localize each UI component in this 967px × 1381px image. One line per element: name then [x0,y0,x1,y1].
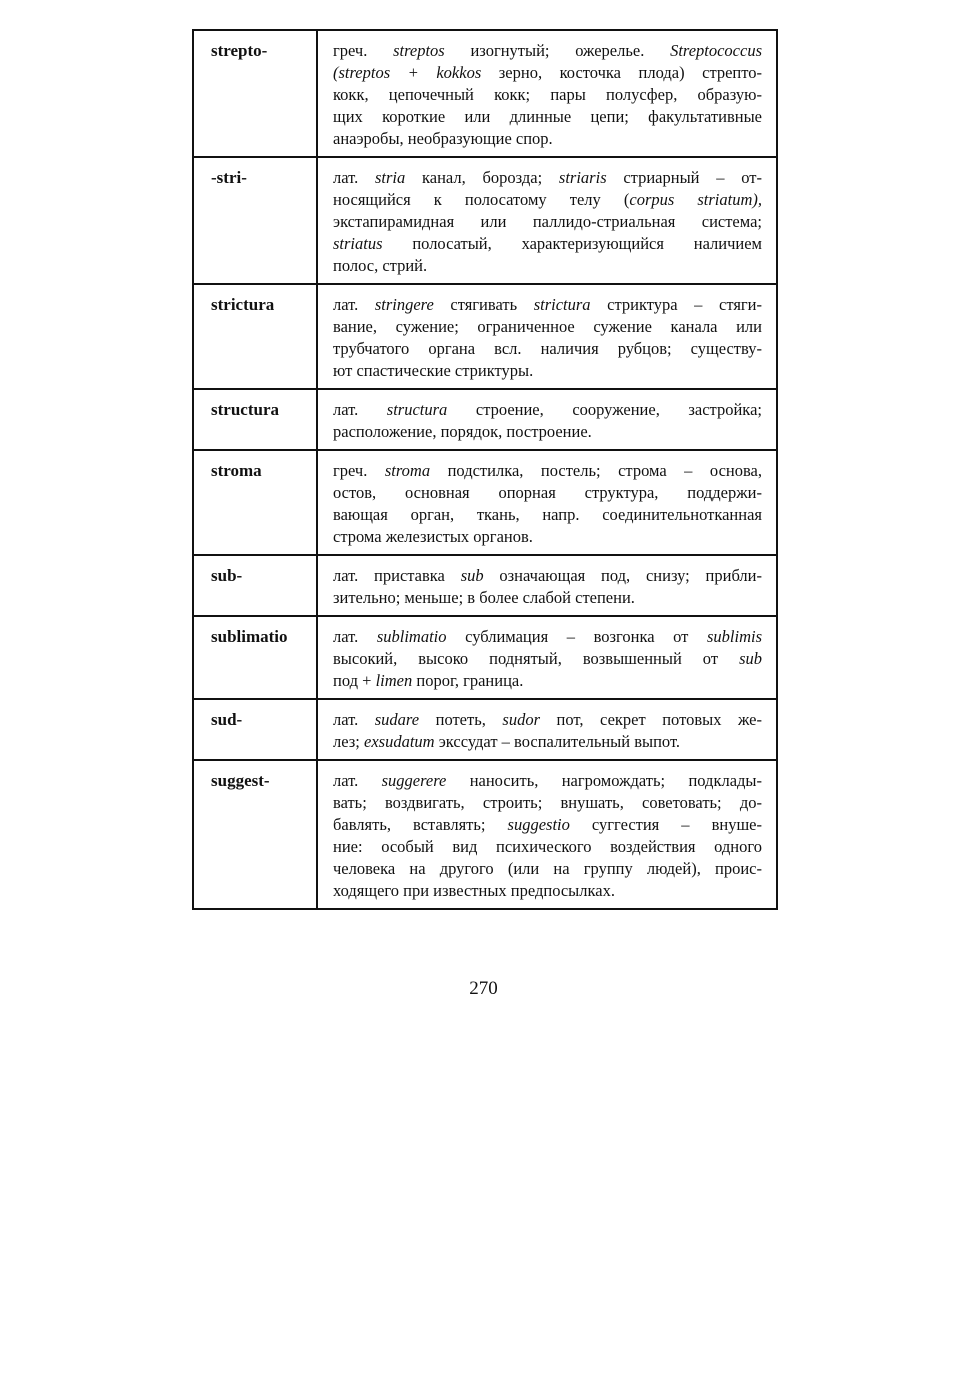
definition-text: лат. [333,295,375,314]
italic-term: striatus [333,234,383,253]
definition-cell [317,555,777,616]
definition-line [333,338,762,360]
italic-term: striaris [558,168,607,187]
definition-text: зерно, косточка плода) стрепто- [481,63,762,82]
definition-line [333,626,762,648]
definition-cell [317,30,777,157]
definition-text: порог, граница. [412,671,524,690]
definition-text: стриктура – стяги- [590,295,762,314]
definition-line [333,399,762,421]
definition-text: потеть, [419,710,503,729]
definition-cell [317,616,777,699]
definition-text: лат. [333,627,377,646]
italic-term: sub [460,566,484,585]
definition-text: носящийся к полосатому телу ( [333,190,630,209]
table-row [193,699,777,760]
definition-text: кокк, цепочечный кокк; пары полусфер, образую- [333,85,762,104]
definition-text: лат. [333,168,375,187]
table-row [193,616,777,699]
definition-line [333,360,762,382]
definition-text: человека на другого (или на группу людей), проис- [333,859,762,878]
table-row [193,555,777,616]
definition-text: ют спастические стриктуры. [333,361,534,380]
definition-cell [317,389,777,450]
definition-cell [317,699,777,760]
definition-text: лат. [333,771,382,790]
definition-line [333,255,762,277]
italic-term: sublimis [706,627,762,646]
table-row [193,284,777,389]
definition-text: остов, основная опорная структура, поддержи- [333,483,762,502]
table-row [193,760,777,909]
table-row [193,450,777,555]
definition-text: греч. [333,461,385,480]
definition-line [333,421,762,443]
italic-term: suggerere [381,771,447,790]
definition-line [333,709,762,731]
definition-line [333,880,762,902]
italic-term: sudare [374,710,420,729]
definition-text: лат. [333,400,387,419]
definition-line [333,106,762,128]
definition-line [333,40,762,62]
italic-term: streptos [393,41,445,60]
term-cell: structura [193,389,317,450]
definition-line [333,504,762,526]
definition-text: подстилка, постель; строма – основа, [430,461,762,480]
italic-term: structura [386,400,448,419]
definition-text: суггестия – внуше- [569,815,762,834]
definition-line [333,792,762,814]
definition-line [333,482,762,504]
definition-text: означающая под, снизу; прибли- [483,566,762,585]
term-cell: sud- [193,699,317,760]
definition-text: анаэробы, необразующие спор. [333,129,553,148]
italic-term: Streptococcus [670,41,763,60]
definition-text: пот, секрет потовых же- [540,710,762,729]
definition-cell [317,450,777,555]
italic-term: sudor [502,710,541,729]
definition-line [333,836,762,858]
page-number: 270 [469,978,498,999]
definition-text: лат. приставка [333,566,461,585]
definition-text: экстапирамидная или паллидо-стриальная система; [333,212,762,231]
definition-text: вание, сужение; ограниченное сужение канала или [333,317,762,336]
definition-text: под + [333,671,376,690]
definition-text: зительно; меньше; в более слабой степени. [333,588,635,607]
definition-line [333,587,762,609]
italic-term: exsudatum [364,732,435,751]
definition-line [333,814,762,836]
italic-term: strictura [533,295,591,314]
definition-text: бавлять, вставлять; [333,815,508,834]
definition-line [333,858,762,880]
italic-term: (streptos + kokkos [333,63,482,82]
definition-cell [317,284,777,389]
definition-text: щих короткие или длинные цепи; факультативные [333,107,762,126]
definition-text: вающая орган, ткань, напр. соединительнотканная [333,505,762,524]
term-cell: sublimatio [193,616,317,699]
table-row [193,389,777,450]
term-cell: strictura [193,284,317,389]
table-row [193,30,777,157]
term-cell: stroma [193,450,317,555]
definition-text: ходящего при известных предпосылках. [333,881,615,900]
definition-line [333,233,762,255]
glossary-table [192,29,778,910]
definition-line [333,731,762,753]
italic-term: stringere [374,295,434,314]
definition-text: сублимация – возгонка от [446,627,707,646]
definition-text: полосатый, характеризующийся наличием [382,234,762,253]
definition-line [333,770,762,792]
definition-text: лат. [333,710,375,729]
term-cell: -stri- [193,157,317,284]
definition-text: вать; воздвигать, строить; внушать, советовать; до- [333,793,762,812]
definition-text: стриарный – от- [606,168,762,187]
italic-term: stroma [384,461,431,480]
definition-line [333,670,762,692]
definition-text: высокий, высоко поднятый, возвышенный от [333,649,740,668]
definition-text: ние: особый вид психического воздействия одного [333,837,762,856]
definition-line [333,211,762,233]
definition-line [333,460,762,482]
term-cell: strepto- [193,30,317,157]
definition-text: греч. [333,41,394,60]
definition-text: лез; [333,732,364,751]
italic-term: stria [374,168,406,187]
definition-cell [317,760,777,909]
italic-term: limen [375,671,413,690]
glossary-body [193,30,777,909]
definition-text: расположение, порядок, построение. [333,422,592,441]
definition-line [333,294,762,316]
definition-line [333,62,762,84]
definition-text: наносить, нагромождать; подклады- [446,771,762,790]
definition-cell [317,157,777,284]
definition-line [333,189,762,211]
italic-term: sublimatio [376,627,447,646]
definition-line [333,167,762,189]
definition-line [333,565,762,587]
term-cell: suggest- [193,760,317,909]
definition-text: изогнутый; ожерелье. [444,41,671,60]
definition-line [333,84,762,106]
definition-text: полос, стрий. [333,256,428,275]
definition-text: стягивать [433,295,534,314]
italic-term: sub [739,649,762,668]
definition-text: трубчатого органа всл. наличия рубцов; существу- [333,339,762,358]
definition-text: экссудат – воспалительный выпот. [434,732,681,751]
definition-line [333,128,762,150]
term-cell: sub- [193,555,317,616]
definition-line [333,526,762,548]
definition-line [333,316,762,338]
definition-text: строма железистых органов. [333,527,533,546]
italic-term: suggestio [507,815,570,834]
italic-term: corpus striatum), [629,190,763,209]
definition-line [333,648,762,670]
table-row [193,157,777,284]
definition-text: канал, борозда; [405,168,559,187]
definition-text: строение, сооружение, застройка; [447,400,762,419]
